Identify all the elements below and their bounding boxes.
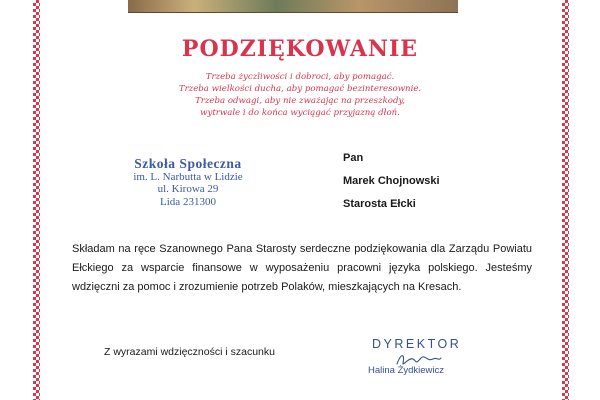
signature-title: DYREKTOR (372, 337, 462, 351)
header-photo (128, 0, 458, 13)
school-stamp (118, 158, 258, 208)
stamp-line: Lida 231300 (160, 195, 216, 208)
signer-name: Halina Żydkiewicz (368, 365, 445, 376)
motto-line: Trzeba odwagi, aby nie zważając na przeszkody, (195, 96, 405, 106)
motto-line: Trzeba wielkości ducha, aby pomagać bezinteresownie. (178, 84, 422, 94)
recipient-block (343, 150, 440, 219)
stamp-line: ul. Kirowa 29 (157, 183, 219, 195)
letter-body: Składam na ręce Szanownego Pana Starosty serdeczne podziękowania dla Zarządu Powiatu Ełckiego za wsparcie finansowe w wyposażeniu pracowni języka polskiego. Jesteśmy wdzięczni za pomoc i zrozumienie potrzeb Polaków, mieszkających na Kresach. (72, 243, 532, 293)
recipient-salutation: Pan (343, 152, 364, 164)
motto-line: wytrwale i do końca wyciągać przyjazną dłoń. (200, 108, 400, 118)
recipient-name: Marek Chojnowski (343, 175, 440, 187)
letter-title: PODZIĘKOWANIE (181, 36, 419, 62)
closing-phrase: Z wyrazami wdzięczności i szacunku (104, 346, 275, 358)
motto-line: Trzeba życzliwości i dobroci, aby pomagać. (205, 72, 395, 82)
stamp-line: im. L. Narbutta w Lidzie (133, 170, 243, 183)
recipient-position: Starosta Ełcki (343, 198, 416, 210)
motto (80, 71, 520, 119)
stamp-school-name: Szkoła Społeczna (134, 156, 242, 171)
